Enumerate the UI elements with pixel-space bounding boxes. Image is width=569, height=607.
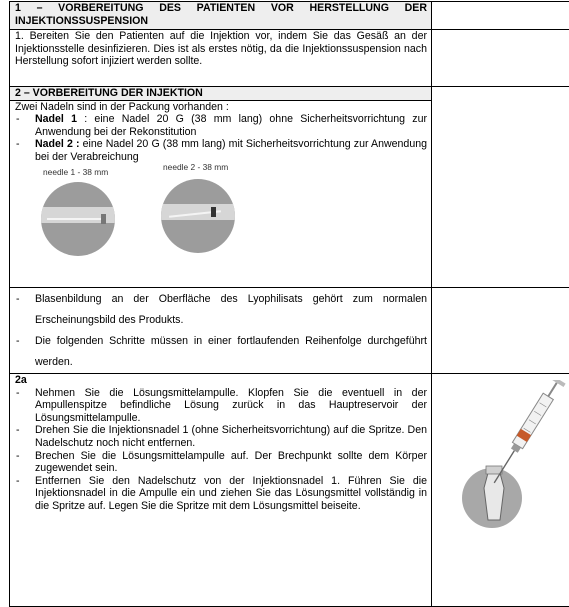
section2-heading: 2 – VORBEREITUNG DER INJEKTION [10,87,431,101]
needle2-image [161,179,235,253]
section1-text: 1. Bereiten Sie den Patienten auf die Injektion vor, indem Sie das Gesäß an der Injektionsstelle desinfizieren. Dies ist als erstes nötig, da die Injektionssuspension nach Herstellung sofort injiziert werden sollte. [15,30,427,68]
note-item: - Blasenbildung an der Oberfläche des Lyophilisats gehört zum normalen Erscheinungsbild des Produkts. [15,289,427,331]
section1-heading-side [432,2,569,30]
notes-cell [10,288,432,374]
section2-intro: Zwei Nadeln sind in der Packung vorhanden : [15,101,427,114]
needle1-image [41,182,115,256]
section2-row [10,87,569,288]
step2a-side [432,374,569,607]
step2a-list [15,387,427,513]
section1-heading: 1 – VORBEREITUNG DES PATIENTEN VOR HERSTELLUNG DER INJEKTIONSSUSPENSION [15,2,427,27]
section1-heading-row [10,2,569,30]
step-item: - Entfernen Sie den Nadelschutz von der Injektionsnadel 1. Führen Sie die Injektionsnadel in die Ampulle ein und ziehen Sie das Lösungsmittel vollständig in die Spritze auf. Legen Sie die Spritze mit dem Lösungsmittel beiseite. [15,475,427,513]
needle-desc: : eine Nadel 20 G (38 mm lang) ohne Sicherheitsvorrichtung zur Anwendung bei der Rekonstitution [35,113,427,138]
step2a-cell [10,374,432,607]
instruction-table [9,1,569,607]
note-item: - Die folgenden Schritte müssen in einer fortlaufenden Reihenfolge durchgeführt werden. [15,331,427,373]
needle2-caption: needle 2 - 38 mm [163,161,228,174]
needle-desc: eine Nadel 20 G (38 mm lang) mit Sicherheitsvorrichtung zur Anwendung bei der Verabreichung [35,138,427,163]
notes-side [432,288,569,374]
section1-body-cell [10,30,432,87]
section1-body-row [10,30,569,87]
needle-illustrations [15,164,427,284]
notes-list [15,289,427,373]
needle-name: Nadel 2 : [35,138,80,150]
section1-body-side [432,30,569,87]
step-item: - Brechen Sie die Lösungsmittelampulle auf. Der Brechpunkt sollte dem Körper zugewendet sein. [15,450,427,475]
step-item: - Drehen Sie die Injektionsnadel 1 (ohne Sicherheitsvorrichtung) auf die Spritze. Den Nadelschutz noch nicht entfernen. [15,424,427,449]
section2-cell [10,87,432,288]
step2a-row [10,374,569,607]
needle-name: Nadel 1 [35,113,77,125]
needle-list [15,113,427,163]
section2-side [432,87,569,288]
needle-item [15,113,427,138]
needle1-caption: needle 1 - 38 mm [43,166,108,179]
notes-row [10,288,569,374]
syringe-ampoule-image [458,380,569,550]
section1-heading-cell [10,2,432,30]
step2a-label: 2a [15,374,427,387]
step-item: - Nehmen Sie die Lösungsmittelampulle. Klopfen Sie die eventuell in der Ampullenspitze befindliche Lösung zurück in das Hauptreservoir der Lösungsmittelampulle. [15,387,427,425]
